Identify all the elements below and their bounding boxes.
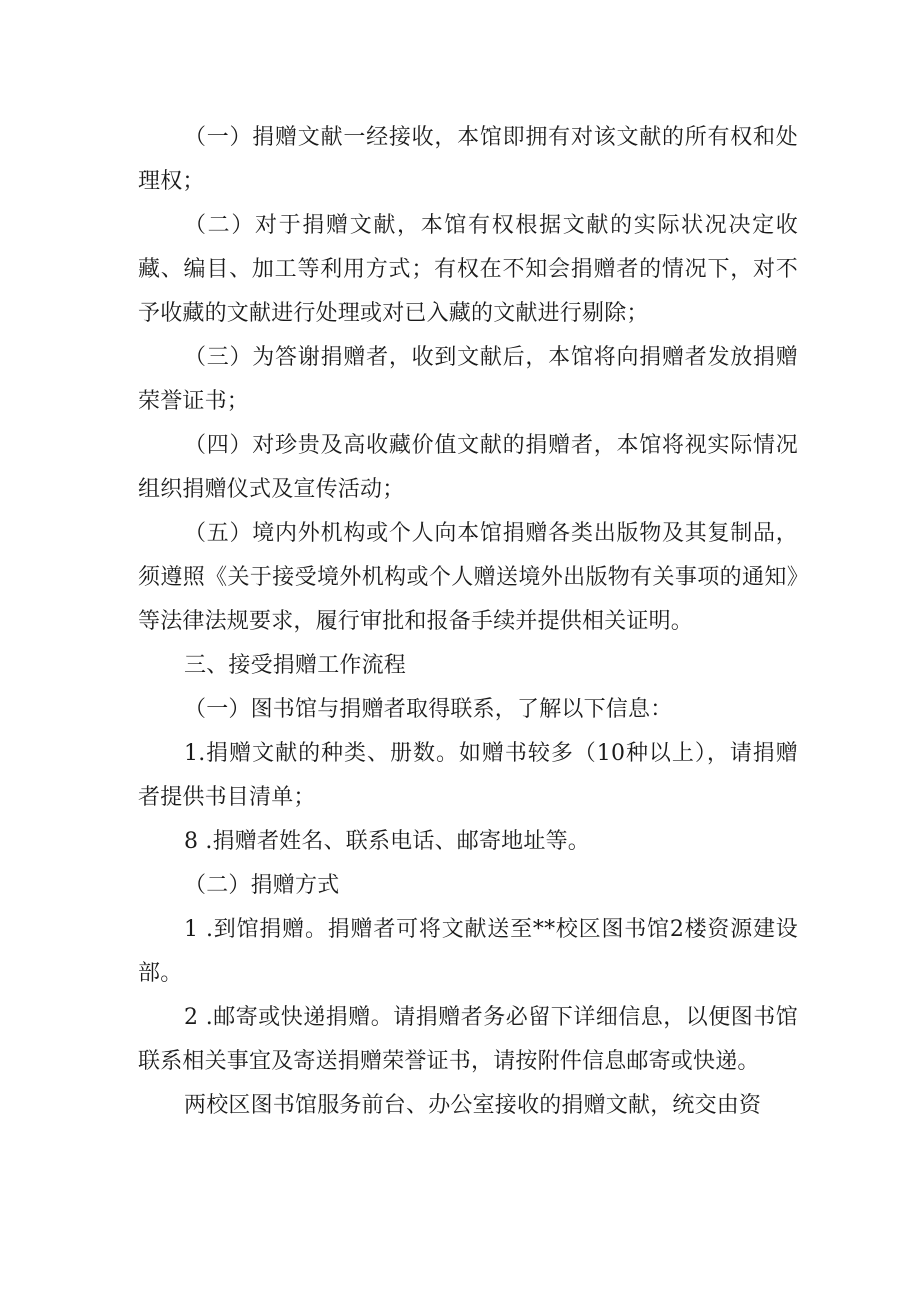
paragraph-ownership: （一）捐赠文献一经接收，本馆即拥有对该文献的所有权和处理权； bbox=[138, 125, 798, 194]
list-item-donor-info: 8 .捐赠者姓名、联系电话、邮寄地址等。 bbox=[184, 829, 590, 854]
paragraph-contact: （一）图书馆与捐赠者取得联系，了解以下信息： bbox=[184, 697, 673, 722]
list-item-mail-donation: 2 .邮寄或快递捐赠。请捐赠者务必留下详细信息，以便图书馆联系相关事宜及寄送捐赠荣誉证书，请按附件信息邮寄或快递。 bbox=[138, 1005, 798, 1074]
list-item-in-person-donation: 1 .到馆捐赠。捐赠者可将文献送至**校区图书馆2楼资源建设部。 bbox=[138, 917, 798, 986]
list-item-donation-types: 1.捐赠文献的种类、册数。如赠书较多（10种以上），请捐赠者提供书目清单； bbox=[138, 741, 798, 810]
paragraph-foreign-donation: （五）境内外机构或个人向本馆捐赠各类出版物及其复制品，须遵照《关于接受境外机构或个人赠送境外出版物有关事项的通知》等法律法规要求，履行审批和报备手续并提供相关证明。 bbox=[138, 521, 798, 634]
paragraph-handling-rights: （二）对于捐赠文献，本馆有权根据文献的实际状况决定收藏、编目、加工等利用方式；有权在不知会捐赠者的情况下，对不予收藏的文献进行处理或对已入藏的文献进行剔除； bbox=[138, 213, 798, 326]
document-body bbox=[138, 116, 798, 1128]
subheading-donation-methods: （二）捐赠方式 bbox=[184, 873, 340, 898]
section-heading-workflow: 三、接受捐赠工作流程 bbox=[184, 653, 407, 678]
paragraph-front-desk: 两校区图书馆服务前台、办公室接收的捐赠文献，统交由资 bbox=[184, 1093, 762, 1118]
paragraph-certificate: （三）为答谢捐赠者，收到文献后，本馆将向捐赠者发放捐赠荣誉证书； bbox=[138, 345, 798, 414]
paragraph-ceremony: （四）对珍贵及高收藏价值文献的捐赠者，本馆将视实际情况组织捐赠仪式及宣传活动； bbox=[138, 433, 798, 502]
